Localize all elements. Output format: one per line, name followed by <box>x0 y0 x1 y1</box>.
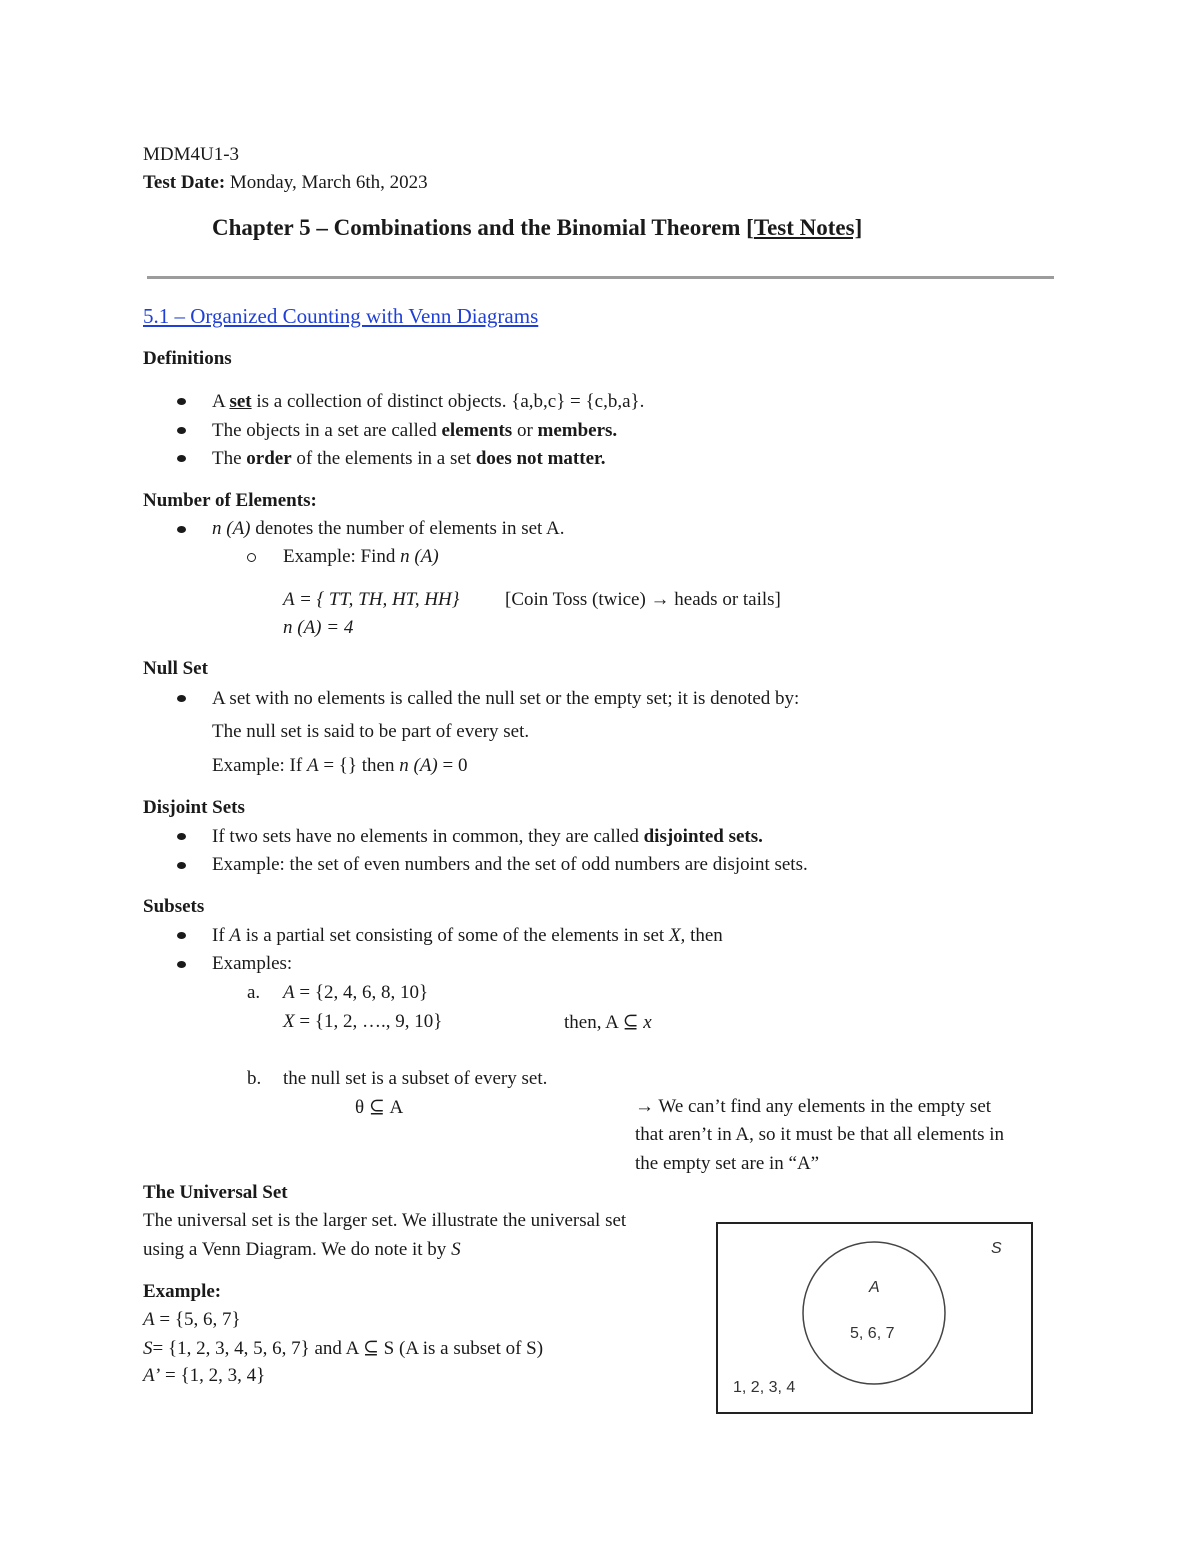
test-date-value: Monday, March 6th, 2023 <box>229 172 428 193</box>
text: The <box>212 448 247 469</box>
bullet-icon <box>177 398 186 405</box>
page-title <box>212 215 862 241</box>
text: A <box>212 391 230 412</box>
text: x <box>643 1012 652 1033</box>
text: The objects in a set are called <box>212 420 442 441</box>
text: If two sets have no elements in common, they are called <box>212 826 644 847</box>
term-order: order <box>246 448 292 469</box>
section-heading-link[interactable]: 5.1 – Organized Counting with Venn Diagrams <box>143 304 539 328</box>
number-of-elements-heading: Number of Elements: <box>143 490 317 511</box>
disjoint-sets-heading: Disjoint Sets <box>143 797 245 818</box>
test-date-label: Test Date: <box>143 172 226 193</box>
text: of the elements in a set <box>291 448 476 469</box>
text: n <box>212 518 222 539</box>
text: denotes the number of elements in set A. <box>250 518 565 539</box>
text: A’ <box>143 1365 161 1386</box>
universal-set-heading: The Universal Set <box>143 1182 288 1203</box>
text: = {1, 2, …., 9, 10} <box>294 1011 443 1032</box>
test-date <box>143 172 428 194</box>
disjoint-example: Example: the set of even numbers and the set of odd numbers are disjoint sets. <box>212 854 808 875</box>
definition-set <box>212 391 644 413</box>
universal-set-line-2 <box>143 1239 461 1261</box>
example-b-expression: θ ⊆ A <box>355 1097 404 1118</box>
disjoint-definition <box>212 826 763 848</box>
bullet-icon <box>177 833 186 840</box>
example-b-statement: the null set is a subset of every set. <box>283 1068 548 1089</box>
text: If <box>212 925 230 946</box>
example-a-conclusion <box>564 1011 652 1034</box>
null-set-note: The null set is said to be part of every set. <box>212 721 530 742</box>
sub-bullet-icon <box>247 553 256 562</box>
bullet-icon <box>177 862 186 869</box>
text: A <box>283 982 295 1003</box>
venn-inside-values: 5, 6, 7 <box>850 1325 895 1342</box>
text: A <box>143 1309 155 1330</box>
coin-toss-note: [Coin Toss (twice) → heads or tails] <box>505 589 781 610</box>
text: (A) <box>226 518 251 539</box>
subset-definition <box>212 925 723 947</box>
example-b-label: b. <box>247 1068 262 1089</box>
text: n <box>400 546 410 567</box>
text: = {2, 4, 6, 8, 10} <box>294 982 429 1003</box>
text: (A) = 4 <box>297 617 354 638</box>
term-disjointed-sets: disjointed sets. <box>643 826 763 847</box>
coin-toss-set: A = { TT, TH, HT, HH} <box>283 589 460 610</box>
definition-order <box>212 448 605 470</box>
text: then <box>685 925 723 946</box>
term-set: set <box>229 391 252 412</box>
subsets-heading: Subsets <box>143 896 205 917</box>
null-set-definition: A set with no elements is called the null set or the empty set; it is denoted by: <box>212 688 800 709</box>
text: Example: If <box>212 755 307 776</box>
universal-example-complement <box>143 1365 265 1387</box>
null-set-heading: Null Set <box>143 658 208 679</box>
text: = {5, 6, 7} <box>154 1309 241 1330</box>
text: = 0 <box>437 755 468 776</box>
null-set-example <box>212 755 467 777</box>
text: X <box>283 1011 295 1032</box>
text: using a Venn Diagram. We do note it by <box>143 1239 452 1260</box>
course-code: MDM4U1-3 <box>143 144 240 165</box>
text: = {} then <box>318 755 400 776</box>
divider <box>147 276 1054 279</box>
bullet-icon <box>177 695 186 702</box>
term-does-not-matter: does not matter. <box>475 448 606 469</box>
venn-label-s: S <box>991 1240 1002 1257</box>
universal-example-a <box>143 1309 241 1331</box>
text: = {1, 2, 3, 4, 5, 6, 7} and A ⊆ S (A is a subset of S) <box>152 1338 544 1359</box>
text: X, <box>668 925 686 946</box>
text: A <box>306 755 319 776</box>
text: n <box>283 617 293 638</box>
definition-elements <box>212 420 617 442</box>
term-members: members. <box>537 420 618 441</box>
bullet-icon <box>177 427 186 434</box>
text: (A) <box>414 546 439 567</box>
example-b-note-1: → We can’t find any elements in the empty set <box>635 1096 992 1117</box>
bullet-icon <box>177 932 186 939</box>
text: S <box>451 1239 461 1260</box>
universal-example-heading: Example: <box>143 1281 222 1302</box>
example-a-label: a. <box>247 982 261 1003</box>
bullet-icon <box>177 961 186 968</box>
text: S <box>143 1338 153 1359</box>
text: Example: Find <box>283 546 401 567</box>
text: (A) <box>413 755 438 776</box>
venn-label-a: A <box>869 1279 880 1296</box>
example-b-note-2: that aren’t in A, so it must be that all elements in <box>635 1124 1005 1145</box>
example-a-set-x <box>283 1011 442 1033</box>
text: then, A ⊆ <box>564 1012 644 1033</box>
text: = {1, 2, 3, 4} <box>160 1365 266 1386</box>
venn-circle-a <box>803 1242 945 1384</box>
universal-set-line-1: The universal set is the larger set. We illustrate the universal set <box>143 1210 627 1231</box>
venn-outside-values: 1, 2, 3, 4 <box>733 1379 796 1396</box>
text: n <box>399 755 409 776</box>
examples-label: Examples: <box>212 953 293 974</box>
text: is a partial set consisting of some of the elements in set <box>241 925 669 946</box>
n-a-result <box>283 617 353 639</box>
bullet-icon <box>177 455 186 462</box>
example-find <box>283 546 439 568</box>
definitions-heading: Definitions <box>143 348 232 369</box>
venn-diagram <box>716 1222 1033 1414</box>
example-b-note-3: the empty set are in “A” <box>635 1153 820 1174</box>
page-title-link: Test Notes] <box>753 215 863 240</box>
term-elements: elements <box>441 420 513 441</box>
page-title-main: Chapter 5 – Combinations and the Binomial Theorem [ <box>212 215 754 240</box>
example-a-set-a <box>283 982 428 1004</box>
bullet-icon <box>177 526 186 533</box>
text: or <box>512 420 538 441</box>
text: is a collection of distinct objects. {a,b,c} = {c,b,a}. <box>251 391 645 412</box>
universal-example-s <box>143 1337 543 1360</box>
n-a-definition <box>212 518 564 540</box>
text: A <box>229 925 242 946</box>
